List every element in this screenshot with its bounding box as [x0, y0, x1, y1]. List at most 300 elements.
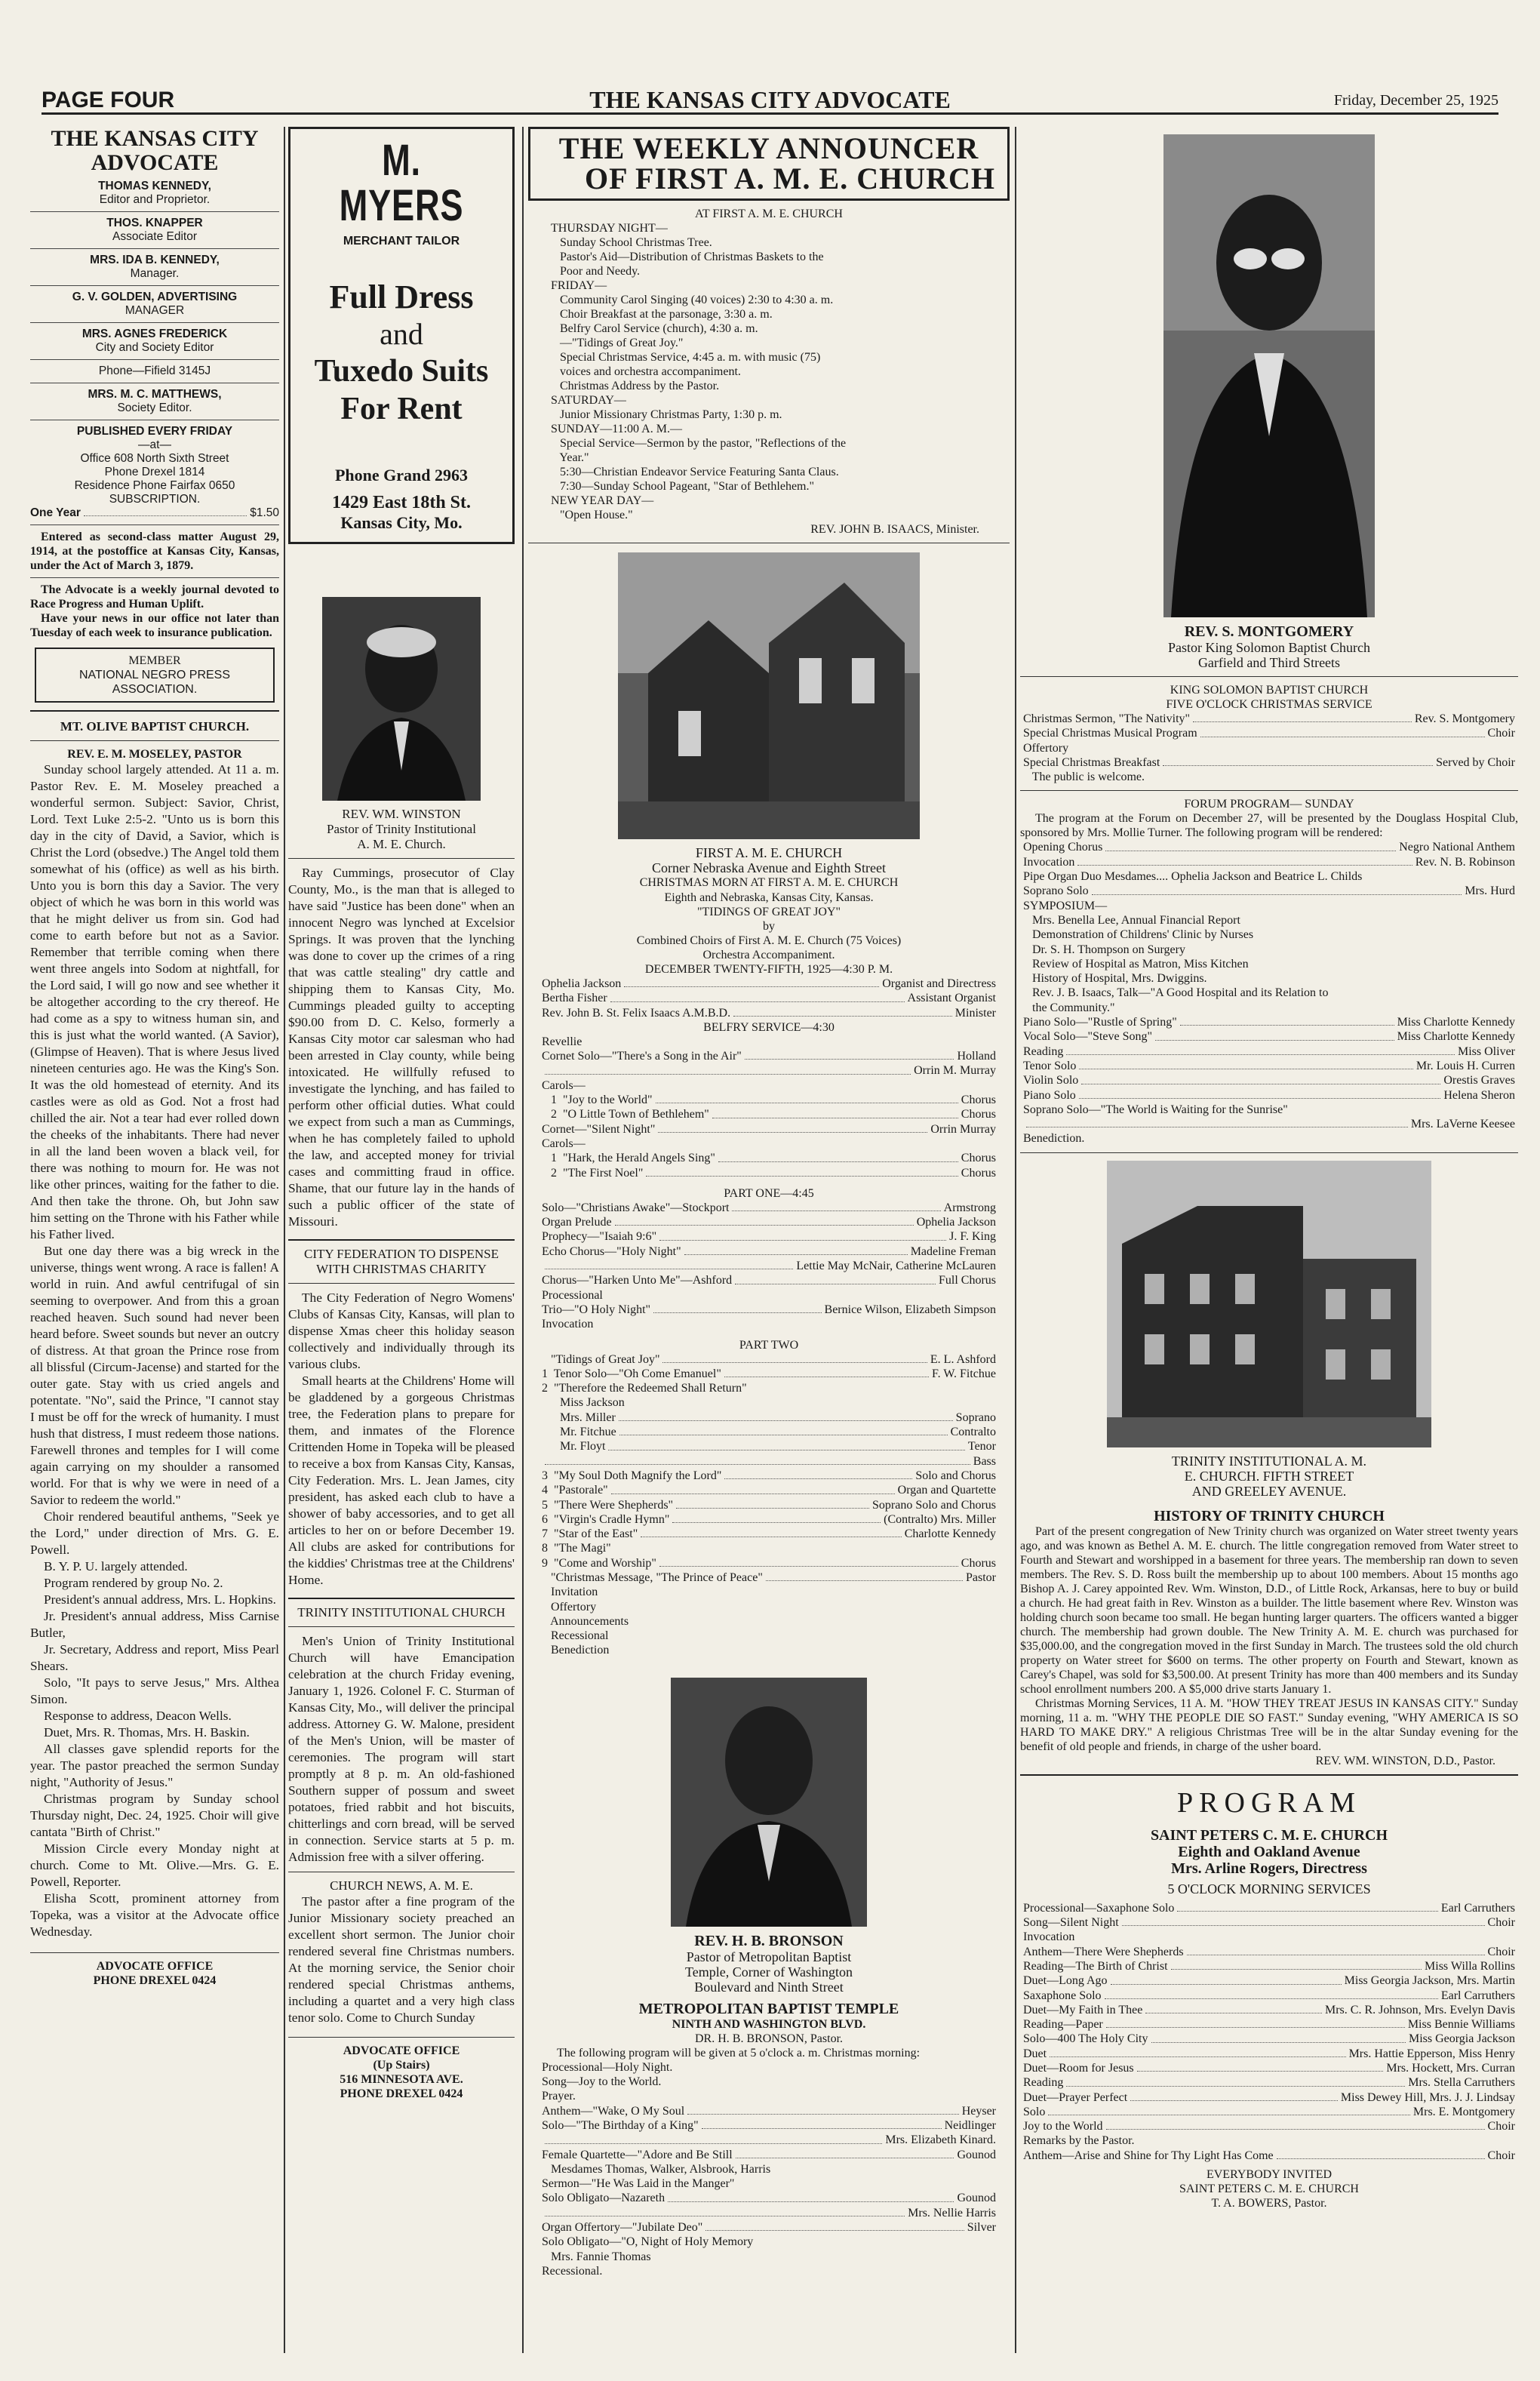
program-row — [542, 1352, 996, 1367]
program-item: Christmas Sermon, "The Nativity" — [1023, 712, 1191, 725]
nnpa-label: NATIONAL NEGRO PRESS ASSOCIATION. — [78, 669, 231, 696]
leader-dots — [668, 2191, 954, 2201]
program-item: Mrs. Benella Lee, Annual Financial Report — [1023, 913, 1240, 927]
program-item: Anthem—There Were Shepherds — [1023, 1945, 1184, 1958]
issue-date: Friday, December 25, 1925 — [1333, 92, 1499, 109]
program-row — [1023, 913, 1515, 927]
program-item: Song—Joy to the World. — [542, 2075, 662, 2089]
leader-dots — [1277, 2149, 1485, 2159]
program-performer: Served by Choir — [1436, 755, 1515, 769]
program-item: Rev. John B. St. Felix Isaacs A.M.B.D. — [542, 1006, 731, 1020]
program-performer: Silver — [967, 2221, 996, 2235]
leader-dots — [766, 1570, 963, 1581]
program-row — [1023, 1930, 1515, 1944]
federation-p2: Small hearts at the Childrens' Home will be gladdened by a gorgeous Christmas tree, the Federation plans to prepare for them, and inmates of the Florence Crittenden Home in Topeka will be pleased to receive a box from Kansas City, Kansas, City Federation. Mrs. L. Jean James, city president, has asked each club to have a shower of baby accessories, and to get all articles to her on or before December 19. All clubs are asked for contributions for the kiddies' Christmas tree at the Childrens' Home. — [288, 1374, 515, 1587]
weekly-notice: The Advocate is a weekly journal devoted to Race Progress and Human Uplift. — [30, 583, 279, 611]
program-performer: Chorus — [961, 1152, 996, 1165]
program-row — [1023, 869, 1515, 884]
program-item: 7 "Star of the East" — [542, 1527, 638, 1541]
montgomery-portrait — [1163, 134, 1375, 617]
program-row — [1023, 2133, 1515, 2148]
program-row — [542, 1556, 996, 1570]
program-item: Dr. S. H. Thompson on Surgery — [1023, 943, 1185, 956]
program-row — [542, 1541, 996, 1555]
program-row — [1023, 855, 1515, 869]
program-row — [542, 2235, 996, 2249]
program-item: Mrs. Fannie Thomas — [542, 2250, 651, 2263]
king-solomon-program — [1020, 712, 1518, 784]
staff-rule — [30, 322, 279, 323]
program-performer: (Contralto) Mrs. Miller — [884, 1512, 996, 1526]
program-row — [542, 1006, 996, 1020]
forum-title: FORUM PROGRAM— SUNDAY — [1184, 798, 1354, 811]
metropolitan-title: METROPOLITAN BAPTIST TEMPLE — [638, 2000, 899, 2017]
leader-dots — [619, 1425, 948, 1435]
program-row — [542, 1469, 996, 1483]
program-item: Organ Prelude — [542, 1216, 612, 1229]
page-header — [41, 85, 1499, 115]
program-performer: Miss Charlotte Kennedy — [1397, 1030, 1515, 1044]
part-two-heading: PART TWO — [739, 1338, 799, 1352]
program-item: 9 "Come and Worship" — [542, 1556, 656, 1570]
schedule-line: Choir Breakfast at the parsonage, 3:30 a. m. — [551, 308, 773, 321]
staff-rule — [30, 359, 279, 360]
program-row — [1023, 1073, 1515, 1087]
staff-role: City and Society Editor — [95, 341, 214, 354]
program-item: Female Quartette—"Adore and Be Still — [542, 2148, 733, 2161]
office-phone: Phone Drexel 1814 — [104, 466, 205, 478]
program-item: Chorus—"Harken Unto Me"—Ashford — [542, 1274, 733, 1287]
leader-dots — [1048, 2105, 1410, 2115]
program-item: Cornet Solo—"There's a Song in the Air" — [542, 1050, 742, 1063]
program-performer: Chorus — [961, 1094, 996, 1107]
staff-name: THOS. KNAPPER — [106, 217, 203, 229]
program-item: Organ Offertory—"Jubilate Deo" — [542, 2221, 703, 2235]
schedule-line: Pastor's Aid—Distribution of Christmas Baskets to the — [551, 251, 824, 263]
program-row — [1023, 1131, 1515, 1146]
program-row — [1023, 1989, 1515, 2003]
program-row — [542, 1049, 996, 1063]
program-row — [1023, 1103, 1515, 1117]
program-performer: Holland — [957, 1050, 996, 1063]
program-row — [542, 1629, 996, 1643]
program-item: Revellie — [542, 1035, 582, 1048]
program-item: Processional—Holy Night. — [542, 2060, 673, 2074]
program-row — [542, 1643, 996, 1657]
article-paragraph: President's annual address, Mrs. L. Hopkins. — [44, 1592, 276, 1607]
program-performer: Helena Sheron — [1443, 1088, 1515, 1102]
program-row — [1023, 1001, 1515, 1015]
trinity-church-photo — [1107, 1161, 1431, 1447]
announcer-schedule — [528, 221, 1010, 522]
program-item: Invocation — [1023, 1930, 1075, 1944]
program-row — [542, 1244, 996, 1259]
leader-dots — [545, 2133, 882, 2143]
schedule-line: Community Carol Singing (40 voices) 2:30 to 4:30 a. m. — [551, 294, 834, 306]
history-services: Christmas Morning Services, 11 A. M. "HOW THEY TREAT JESUS IN KANSAS CITY." Sunday morning, 11 a. m. "WHY THE PEOPLE DIE SO FAST." Sunday evening, "WHY AMERICA IS SO HARD TO MAKE DRY." A religious Christmas Tree will be in the altar Sunday evening for the benefit of old people and friends, in charge of the usher board. — [1020, 1697, 1518, 1753]
leader-dots — [545, 1063, 911, 1074]
announcer-minister: REV. JOHN B. ISAACS, Minister. — [810, 523, 979, 536]
entered-notice: Entered as second-class matter August 29, 1914, at the postoffice at Kansas City, Kansas, under the Act of March 3, 1879. — [30, 531, 279, 572]
program-performer: J. F. King — [949, 1230, 996, 1244]
leader-dots — [611, 1483, 895, 1494]
program-row — [1023, 2017, 1515, 2032]
program-performer: Minister — [954, 1006, 996, 1020]
program-item: Solo—"The Birthday of a King" — [542, 2118, 699, 2132]
winston-portrait — [322, 597, 481, 801]
program-performer: Orestis Graves — [1443, 1074, 1515, 1087]
program-row — [1023, 1088, 1515, 1103]
history-signature: REV. WM. WINSTON, D.D., Pastor. — [1315, 1754, 1495, 1767]
program-item: Duet — [1023, 2047, 1047, 2060]
program-row — [1023, 1901, 1515, 1915]
staff-list — [30, 180, 279, 415]
program-item: Pipe Organ Duo Mesdames.... Ophelia Jackson and Beatrice L. Childs — [1023, 870, 1363, 884]
program-item: Solo — [1023, 2105, 1046, 2118]
program-row — [542, 1259, 996, 1273]
leader-dots — [684, 1244, 908, 1255]
staff-rule — [30, 248, 279, 249]
program-item: Processional—Saxaphone Solo — [1023, 1901, 1175, 1915]
part-two-program — [528, 1352, 1010, 1658]
leader-dots — [641, 1527, 901, 1537]
king-solomon-title: KING SOLOMON BAPTIST CHURCH — [1170, 684, 1369, 697]
leader-dots — [1106, 2119, 1485, 2130]
program-row — [542, 1570, 996, 1585]
program-row — [1023, 840, 1515, 854]
belfry-heading: BELFRY SERVICE—4:30 — [703, 1020, 835, 1034]
published-line: PUBLISHED EVERY FRIDAY — [76, 425, 233, 438]
program-performer: Choir — [1487, 727, 1515, 740]
program-performer: Miss Bennie Williams — [1407, 2018, 1515, 2032]
program-item: Trio—"O Holy Night" — [542, 1303, 651, 1316]
at-line: —at— — [138, 438, 171, 451]
program-row — [542, 1078, 996, 1093]
program-row — [542, 2075, 996, 2089]
program-item: 2 "The First Noel" — [542, 1166, 644, 1180]
program-item: Reading — [1023, 1044, 1064, 1058]
leader-dots — [1105, 1989, 1438, 1999]
winston-caption: REV. WM. WINSTON — [342, 807, 461, 821]
program-row — [542, 1093, 996, 1107]
program-item: Duet—Prayer Perfect — [1023, 2090, 1128, 2104]
staff-name: MRS. AGNES FREDERICK — [81, 328, 228, 340]
staff-role: MANAGER — [124, 304, 185, 317]
program-item: "Christmas Message, "The Prince of Peace" — [542, 1570, 763, 1584]
program-row — [1023, 927, 1515, 942]
program-row — [542, 1215, 996, 1229]
program-performer: Miss Dewey Hill, Mrs. J. J. Lindsay — [1340, 2090, 1515, 2104]
program-row — [542, 1122, 996, 1137]
program-item: Announcements — [542, 1614, 629, 1628]
column-1 — [30, 127, 279, 2361]
program-item: Miss Jackson — [542, 1396, 625, 1410]
program-row — [1023, 1015, 1515, 1029]
program-item: Reading — [1023, 2076, 1064, 2090]
program-row — [1023, 2075, 1515, 2090]
program-item: Invocation — [542, 1318, 594, 1331]
office-ad: ADVOCATE OFFICE — [343, 2044, 460, 2057]
program-row — [542, 1614, 996, 1629]
belfry-program — [528, 1035, 1010, 1180]
saint-peters-title: SAINT PETERS C. M. E. CHURCH — [1150, 1826, 1388, 1844]
program-row — [1023, 2090, 1515, 2105]
article-paragraph: Response to address, Deacon Wells. — [44, 1709, 232, 1723]
announcer-subtitle: AT FIRST A. M. E. CHURCH — [695, 208, 843, 220]
column-2: M. MYERS MERCHANT TAILOR Full Dress and Tuxedo Suits For Rent Phone Grand 2963 1429 East 18th St. Kansas City, Mo. REV. WM. WINSTON Pastor of Trinity Institutional A. M. E. Church. Ray Cummings, prosecutor of Clay County, Mo., is the man that is alleged to have said "Justice has been done" when an innocent Negro was lynched at Excelsior Springs. It was proven that the lynching was done to cover up the crimes of a ring that was cattle stealing" dry cattle and shipping them to Kansas City, Mo. Cummings pleaded guilty to accepting $90.00 from D. C. Kelso, formerly a Kansas City motor car salesman who had been arrested in Clay county, while being intoxicated. He willfully refused to investigate the lynching, and has failed to perform other official duties. What could we expect from such a man as Cummings, when he has completely failed to uphold the law, and accepted money for trivial cases and committing fraud in office. Shame, that our future lay in the hands of such a public officer of the state of Missouri. CITY FEDERATION TO DISPENSE WITH CHRISTMAS CHARITY The City Federation of Negro Womens' Clubs of Kansas City, Kansas, will plan to dispense Xmas cheer this holiday season collectively and individually through its various clubs. Small hearts at the Childrens' Home will be gladdened by a gorgeous Christmas tree, the Federation plans to prepare for them, and inmates of the Florence Crittenden Home in Topeka will be pleased to receive a box from Kansas City, Kansas, City Federation. Mrs. L. Jean James, city president, has asked each club to have a shower of baby accessories, and to get all articles to her on or before December 19. All clubs are asked for contributions for the kiddies' Christmas tree at the Childrens' Home. TRINITY INSTITUTIONAL CHURCH Men's Union of Trinity Institutional Church will have Emancipation celebration at the church Friday evening, January 1, 1926. Colonel F. C. Sturman of Kansas City, Mo., will deliver the principal address. Attorney G. W. Malone, president of the Men's Union, will be master of ceremonies. The program will start promptly at 8 p. m. An old-fashioned Southern supper of possum and sweet potatoes, fried rabbit and hot biscuits, chitterlings and corn bread, will be served in connection. Service starts at 5 p. m. Admission free with a silver offering. CHURCH NEWS, A. M. E. The pastor after a fine program of the Junior Missionary society preached an excellent short sermon. The Junior choir rendered several fine Christmas numbers. At the morning service, the Senior choir rendered special Christmas anthems, including a quartet and a very high class tenor solo. Come to Church Sunday ADVOCATE OFFICE (Up Stairs) 516 MINNESOTA AVE. PHONE DREXEL 0424 — [288, 127, 515, 2361]
bronson-portrait — [671, 1678, 867, 1927]
program-performer: Pastor — [966, 1570, 996, 1584]
schedule-line: 5:30—Christian Endeavor Service Featuring Santa Claus. — [551, 466, 839, 478]
program-row — [542, 1201, 996, 1215]
program-row — [542, 1498, 996, 1512]
leader-dots — [745, 1049, 954, 1060]
schedule-line: Belfry Carol Service (church), 4:30 a. m. — [551, 322, 758, 335]
leader-dots — [1079, 1088, 1441, 1099]
news-notice: Have your news in our office not later than Tuesday of each week to insurance publication. — [30, 612, 279, 639]
program-item: Piano Solo — [1023, 1088, 1076, 1102]
program-item: Mr. Fitchue — [542, 1426, 616, 1439]
program-row — [542, 1512, 996, 1527]
program-row — [1023, 1915, 1515, 1930]
leader-dots — [1163, 755, 1433, 766]
program-row — [1023, 986, 1515, 1000]
article-paragraph: Jr. President's annual address, Miss Carnise Butler, — [30, 1609, 279, 1640]
column-3: THE WEEKLY ANNOUNCER OF FIRST A. M. E. CHURCH AT FIRST A. M. E. CHURCH THURSDAY NIGHT— Sunday School Christmas Tree. Pastor's Aid—Distribution of Christmas Baskets to the Poor and Needy. FRIDAY— Community Carol Singing (40 voices) 2:30 to 4:30 a. m. Choir Breakfast at the parsonage, 3:30 a. m. Belfry Carol Service (church), 4:30 a. m. —"Tidings of Great Joy." Special Christmas Service, 4:45 a. m. with music (75) voices and orchestra accompaniment. Christmas Address by the Pastor. SATURDAY— Junior Missionary Christmas Party, 1:30 p. m. SUNDAY—11:00 A. M.— Special Service—Sermon by the pastor, "Reflections of the Year." 5:30—Christian Endeavor Service Featuring Santa Claus. 7:30—Sunday School Pageant, "Star of Bethlehem." NEW YEAR DAY— "Open House." REV. JOHN B. ISAACS, Minister. FIRST A. M. E. CHURCH Corner Nebraska Avenue and Eighth Street CHRISTMAS MORN AT FIRST A. M. E. CHURCH Eighth and Nebraska, Kansas City, Kansas. "TIDINGS OF GREAT JOY" by Combined Choirs of First A. M. E. Church (75 Voices) Orchestra Accompaniment. DECEMBER TWENTY-FIFTH, 1925—4:30 P. M. Ophelia Jackson Organist and Directress Bertha Fisher Assistant Organist Rev. John B. St. Felix Isaacs A.M.B.D. Minister BELFRY SERVICE—4:30 Revellie Cornet Solo—"There's a Song in the Air" Holland Orrin M. Murray Carols— 1 "Joy to the World" Chorus 2 "O Little Town of Bethlehem" Chorus Cornet—"Silent Night" Orrin Murray Carols— 1 "Hark, the Herald Angels Sing" Chorus 2 "The First Noel" Chorus PART ONE—4:45 Solo—"Christians Awake"—Stockport Armstrong Organ Prelude Ophelia Jackson Prophecy—"Isaiah 9:6" J. F. King Echo Chorus—"Holy Night" Madeline Freman Lettie May McNair, Catherine McLauren Chorus—"Harken Unto Me"—Ashford Full Chorus Processional Trio—"O Holy Night" Bernice Wilson, Elizabeth Simpson Invocation PART TWO "Tidings of Great Joy" E. L. Ashford 1 Tenor Solo—"Oh Come Emanuel" F. W. Fitchue 2 "Therefore the Redeemed Shall Return" Miss Jackson Mrs. Miller Soprano Mr. Fitchue Contralto Mr. Floyt Tenor Bass 3 "My Soul Doth Magnify the Lord" Solo and Chorus 4 "Pastorale" Organ and Quartette 5 "There Were Shepherds" Soprano Solo and Chorus 6 "Virgin's Cradle Hymn" (Contralto) Mrs. Miller 7 "Star of the East" Charlotte Kennedy 8 "The Magi" 9 "Come and Worship" Chorus "Christmas Message, "The Prince of Peace" Pastor Invitation Offertory Announcements Recessional Benediction REV. H. B. BRONSON Pastor of Metropolitan Baptist Temple, Corner of Washington Boulevard and Ninth Street METROPOLITAN BAPTIST TEMPLE NINTH AND WASHINGTON BLVD. DR. H. B. BRONSON, Pastor. The following program will be given at 5 o'clock a. m. Christmas morning: Processional—Holy Night. Song—Joy to the World. Prayer. Anthem—"Wake, O My Soul Heyser Solo—"The Birthday of a King" Neidlinger Mrs. Elizabeth Kinard. Female Quartette—"Adore and Be Still Gounod Mesdames Thomas, Walker, Alsbrook, Harris Sermon—"He Was Laid in the Manger" Solo Obligato—Nazareth Gounod Mrs. Nellie Harris Organ Offertory—"Jubilate Deo" Silver Solo Obligato—"O, Night of Holy Memory Mrs. Fannie Thomas Recessional. — [528, 127, 1010, 2361]
staff-rule — [30, 285, 279, 286]
article-paragraph: B. Y. P. U. largely attended. — [44, 1559, 188, 1573]
column-rule — [284, 127, 285, 2353]
leader-dots — [1079, 1059, 1412, 1069]
program-item: History of Hospital, Mrs. Dwiggins. — [1023, 972, 1207, 986]
program-row — [1023, 1029, 1515, 1044]
program-performer: Miss Georgia Jackson — [1408, 2032, 1515, 2046]
metropolitan-program — [528, 2060, 1010, 2278]
leader-dots — [724, 1469, 912, 1479]
program-performer: Miss Charlotte Kennedy — [1397, 1016, 1515, 1029]
program-row — [542, 1288, 996, 1303]
program-row — [1023, 2061, 1515, 2075]
schedule-line: Special Christmas Service, 4:45 a. m. with music (75) — [551, 351, 821, 364]
program-performer: Organist and Directress — [882, 977, 996, 990]
program-performer: Gounod — [957, 2148, 996, 2161]
program-row — [542, 2060, 996, 2075]
program-item: Solo—"Christians Awake"—Stockport — [542, 1201, 730, 1214]
program-item: Duet—My Faith in Thee — [1023, 2003, 1143, 2016]
program-item: Offertory — [542, 1600, 597, 1613]
program-performer: Mrs. LaVerne Keesee — [1410, 1118, 1515, 1131]
program-performer: Choir — [1487, 1916, 1515, 1930]
program-row — [1023, 2003, 1515, 2017]
article-paragraph: Program rendered by group No. 2. — [44, 1576, 223, 1590]
staff-name: THOMAS KENNEDY, — [98, 180, 211, 192]
leader-dots — [653, 1303, 821, 1313]
program-row — [542, 1425, 996, 1439]
program-item: Solo Obligato—"O, Night of Holy Memory — [542, 2235, 754, 2249]
program-row — [542, 1137, 996, 1151]
leader-dots — [1066, 2075, 1405, 2086]
subscription-label: SUBSCRIPTION. — [109, 493, 201, 506]
program-row — [542, 1151, 996, 1165]
leader-dots — [1122, 1915, 1485, 1926]
program-item: Violin Solo — [1023, 1074, 1079, 1087]
leader-dots — [733, 1006, 952, 1017]
program-row — [1023, 2032, 1515, 2046]
schedule-line: Special Service—Sermon by the pastor, "Reflections of the — [551, 437, 847, 450]
leader-dots — [624, 977, 879, 987]
leader-dots — [1155, 1029, 1394, 1040]
program-item: 4 "Pastorale" — [542, 1484, 608, 1497]
program-title: PROGRAM — [1177, 1786, 1361, 1819]
leader-dots — [1193, 712, 1412, 722]
column-rule — [1015, 127, 1016, 2353]
program-performer: Mrs. Elizabeth Kinard. — [885, 2133, 996, 2147]
program-row — [1023, 2119, 1515, 2133]
program-row — [542, 977, 996, 991]
federation-title: CITY FEDERATION TO DISPENSE WITH CHRISTMAS CHARITY — [303, 1247, 499, 1276]
program-row — [1023, 1059, 1515, 1073]
subscription-row: One Year $1.50 — [30, 506, 279, 519]
staff-role: Manager. — [130, 267, 180, 280]
leader-dots — [1026, 1117, 1408, 1127]
program-performer: Negro National Anthem — [1399, 841, 1515, 854]
program-performer: Miss Oliver — [1458, 1044, 1515, 1058]
program-item: Offertory — [1023, 741, 1069, 755]
program-row — [1023, 1117, 1515, 1131]
program-performer: Mrs. E. Montgomery — [1412, 2105, 1515, 2118]
schedule-line: SATURDAY— — [551, 394, 626, 407]
program-performer: Orrin Murray — [930, 1122, 996, 1136]
church-news-title: CHURCH NEWS, A. M. E. — [330, 1878, 473, 1893]
program-row — [542, 1600, 996, 1614]
schedule-line: —"Tidings of Great Joy." — [551, 337, 684, 349]
leader-dots — [702, 2118, 942, 2129]
program-row — [1023, 1973, 1515, 1988]
program-performer: Lettie May McNair, Catherine McLauren — [796, 1260, 996, 1273]
program-item: 5 "There Were Shepherds" — [542, 1498, 674, 1512]
program-performer: Mrs. Hurd — [1465, 884, 1515, 898]
federation-p1: The City Federation of Negro Womens' Clubs of Kansas City, Kansas, will plan to dispense Xmas cheer this holiday season collectively and individually through its various clubs. — [288, 1290, 515, 1371]
program-item: 1 Tenor Solo—"Oh Come Emanuel" — [542, 1367, 721, 1380]
leader-dots — [658, 1122, 927, 1133]
trinity-church-title: TRINITY INSTITUTIONAL CHURCH — [297, 1605, 506, 1620]
program-row — [542, 1317, 996, 1331]
program-item: Opening Chorus — [1023, 841, 1103, 854]
leader-dots — [610, 991, 905, 1001]
schedule-line: FRIDAY— — [551, 279, 607, 292]
schedule-line: Junior Missionary Christmas Party, 1:30 p. m. — [551, 408, 782, 421]
program-performer: Mrs. Nellie Harris — [908, 2206, 996, 2219]
program-performer: Earl Carruthers — [1440, 1901, 1515, 1915]
program-item: Solo Obligato—Nazareth — [542, 2192, 665, 2205]
program-item: 1 "Hark, the Herald Angels Sing" — [542, 1152, 715, 1165]
program-item: Tenor Solo — [1023, 1059, 1077, 1072]
history-title: HISTORY OF TRINITY CHURCH — [1154, 1507, 1385, 1524]
leader-dots — [659, 1229, 946, 1240]
trinity-photo-caption: TRINITY INSTITUTIONAL A. M. — [1171, 1453, 1367, 1469]
program-performer: Mr. Louis H. Curren — [1416, 1059, 1515, 1072]
program-row — [542, 2133, 996, 2147]
program-item: Prophecy—"Isaiah 9:6" — [542, 1230, 657, 1244]
bronson-caption: REV. H. B. BRONSON — [694, 1932, 844, 1949]
article-paragraph: Duet, Mrs. R. Thomas, Mrs. H. Baskin. — [44, 1725, 250, 1740]
program-item: Joy to the World — [1023, 2120, 1103, 2133]
schedule-line: Christmas Address by the Pastor. — [551, 380, 720, 392]
program-row — [1023, 712, 1515, 726]
program-row — [542, 1367, 996, 1381]
program-row — [542, 1229, 996, 1244]
article-paragraph: Elisha Scott, prominent attorney from Topeka, was a visitor at the Advocate office Wednesday. — [30, 1891, 279, 1939]
article-paragraph: Choir rendered beautiful anthems, "Seek ye the Lord," under direction of Mrs. G. E. Powell. — [30, 1509, 279, 1557]
advocate-office-phone: PHONE DREXEL 0424 — [93, 1974, 217, 1987]
program-performer: F. W. Fitchue — [932, 1367, 996, 1380]
program-row — [1023, 1959, 1515, 1973]
program-row — [1023, 1945, 1515, 1959]
program-performer: Soprano Solo and Chorus — [872, 1498, 996, 1512]
program-item: Mr. Floyt — [542, 1440, 606, 1454]
article-paragraph: Sunday school largely attended. At 11 a. m. Pastor Rev. E. M. Moseley preached a wonderful sermon. Subject: Savior, Christ, Lord. Text Luke 2:5-2. "Unto us is born this day in the city of David, a Savior, which is Christ the Lord (obsedve.) The Angel told them somewhat of his (office) as well as his birth. Unto you is born this day a Savior. The very object of which he was born in this world was that he might deliver us from sin. God had come to earth before but not as a Savior. Remember that terrible coming when there went three angels into Sodom at nightfall, for the Lord said, I will go now and see whether it be altogether according to the cry thereof. He had come as a spy to witness human sin, and this is just what the world wanted. (A Savior), (Glimpse of Heaven). That is where Jesus lived nineteen centuries ago. He was the King's Son. It was the old homestead of eternity. And its castles were as old as God. Not a frost had chilled the air. Not a tear had ever rolled down the cheeks of the inhabitants. There had never in all the land been woven a black veil, for there was nothing to mourn for. He was not like other princes, waiting for the father to die. And then take the throne. Oh, but John saw him setting on the Throne with his Father while his Father lived. — [30, 762, 279, 1241]
program-row — [542, 1303, 996, 1317]
history-article: Part of the present congregation of New Trinity church was organized on Water street twenty years ago, and was known as Bethel A. M. E. church. The little congregation removed from Water street to Fourth and Stewart and worshipped in a basement for three years. The membership ran down to seven members. The Rev. S. D. Ross built the membership up to about 100 members. About 15 months ago Bishop A. J. Carey appointed Rev. Wm. Winston, D.D., of Little Rock, Arkansas, here to buy or build a church. He had great faith in Rev. Winston as a builder. The little basement where Rev. Winston was holding church soon became too small. He began hunting larger quarters. The officers wanted a bigger church. The membership had grown double. The New Trinity A. M. E. church was purchased for $35,000.00, and the congregation moved in the first Sunday in March. The trustees sold the old church property on Water street for $600 on terms. The other property on Fourth and Stewart, known as Carey's Chapel, was sold for $3,500.00. At present Trinity has more than 400 members and its Sunday school enrollment numbers 200. A $5,000 drive starts January 1. — [1020, 1524, 1518, 1696]
program-row — [542, 2206, 996, 2220]
leader-dots — [662, 1352, 927, 1363]
program-row — [1023, 1044, 1515, 1059]
page-number: PAGE FOUR — [41, 88, 175, 112]
program-row — [1023, 726, 1515, 740]
part-one-program — [528, 1201, 1010, 1332]
leader-dots — [1180, 1015, 1394, 1026]
program-row — [542, 1454, 996, 1469]
program-performer: Chorus — [961, 1556, 996, 1570]
first-ame-staff — [528, 977, 1010, 1020]
program-item: Mrs. Miller — [542, 1410, 616, 1424]
first-ame-church-photo — [618, 552, 920, 839]
leader-dots — [1105, 840, 1396, 851]
masthead — [30, 127, 279, 703]
leader-dots — [676, 1498, 869, 1509]
program-row — [542, 1035, 996, 1049]
program-item: Processional — [542, 1288, 603, 1302]
schedule-line: Year." — [551, 451, 589, 464]
program-performer: Bernice Wilson, Elizabeth Simpson — [824, 1303, 996, 1316]
program-performer: Miss Willa Rollins — [1425, 1959, 1515, 1973]
article-paragraph: Solo, "It pays to serve Jesus," Mrs. Althea Simon. — [30, 1675, 279, 1706]
program-item: Benediction — [542, 1644, 610, 1657]
program-row — [542, 2104, 996, 2118]
program-row — [1023, 2105, 1515, 2119]
staff-role: Editor and Proprietor. — [99, 193, 211, 206]
program-item: Special Christmas Musical Program — [1023, 727, 1197, 740]
newspaper-name: THE KANSAS CITY ADVOCATE — [589, 86, 951, 113]
program-item: Anthem—"Wake, O My Soul — [542, 2104, 685, 2118]
program-row — [542, 2176, 996, 2191]
schedule-line: Sunday School Christmas Tree. — [551, 236, 712, 249]
program-item: 1 "Joy to the World" — [542, 1094, 653, 1107]
program-row — [542, 2191, 996, 2205]
program-performer: Contralto — [950, 1426, 996, 1439]
program-performer: Solo and Chorus — [915, 1469, 996, 1482]
leader-dots — [672, 1512, 881, 1523]
program-performer: E. L. Ashford — [930, 1352, 996, 1366]
program-item: Solo—400 The Holy City — [1023, 2032, 1148, 2046]
program-item: Invitation — [542, 1586, 598, 1599]
leader-dots — [545, 1454, 970, 1465]
article-paragraph: All classes gave splendid reports for the year. The pastor preached the sermon Sunday night, "Authority of Jesus." — [30, 1742, 279, 1789]
column-4: REV. S. MONTGOMERY Pastor King Solomon Baptist Church Garfield and Third Streets KING SOLOMON BAPTIST CHURCH FIVE O'CLOCK CHRISTMAS SERVICE Christmas Sermon, "The Nativity" Rev. S. Montgomery Special Christmas Musical Program Choir Offertory Special Christmas Breakfast Served by Choir The public is welcome. FORUM PROGRAM— SUNDAY The program at the Forum on December 27, will be presented by the Douglass Hospital Club, sponsored by Mrs. Mollie Turner. The following program will be rendered: Opening Chorus Negro National Anthem Invocation Rev. N. B. Robinson Pipe Organ Duo Mesdames.... Ophelia Jackson and Beatrice L. Childs Soprano Solo Mrs. Hurd SYMPOSIUM— Mrs. Benella Lee, Annual Financial Report Demonstration of Childrens' Clinic by Nurses Dr. S. H. Thompson on Surgery Review of Hospital as Matron, Miss Kitchen History of Hospital, Mrs. Dwiggins. Rev. J. B. Isaacs, Talk—"A Good Hospital and its Relation to the Community." Piano Solo—"Rustle of Spring" Miss Charlotte Kennedy Vocal Solo—"Steve Song" Miss Charlotte Kennedy Reading Miss Oliver Tenor Solo Mr. Louis H. Curren Violin Solo Orestis Graves Piano Solo Helena Sheron Soprano Solo—"The World is Waiting for the Sunrise" Mrs. LaVerne Keesee Benediction. TRINITY INSTITUTIONAL A. M. E. CHURCH. FIFTH STREET AND GREELEY AVENUE. HISTORY OF TRINITY CHURCH Part of the present congregation of New Trinity church was organized on Water street twenty years ago, and was known as Bethel A. M. E. church. The little congregation removed from Water street to Fourth and Stewart and worshipped in a basement for three years. The membership ran down to seven members. The Rev. S. D. Ross built the membership up to about 100 members. About 15 months ago Bishop A. J. Carey appointed Rev. Wm. Winston, D.D., of Little Rock, Arkansas, here to buy or build a church. He had great faith in Rev. Winston as a builder. The little basement where Rev. Winston was holding church soon became too small. He began hunting larger quarters. The officers wanted a bigger church. The membership had grown double. The New Trinity A. M. E. church was purchased for $35,000.00, and the congregation moved in the first Sunday in March. The trustees sold the old church property on Water street for $600 on terms. The other property on Fourth and Stewart, known as Carey's Chapel, was sold for $3,500.00. At present Trinity has more than 400 members and its Sunday school enrollment numbers 200. A $5,000 drive starts January 1. Christmas Morning Services, 11 A. M. "HOW THEY TREAT JESUS IN KANSAS CITY." Sunday morning, 11 a. m. "WHY THE PEOPLE DIE SO FAST." Sunday evening, "WHY AMERICA IS SO HARD TO MAKE DRY." A religious Christmas Tree will be in the altar Sunday evening for the benefit of old people and friends, in charge of the usher board. REV. WM. WINSTON, D.D., Pastor. PROGRAM SAINT PETERS C. M. E. CHURCH Eighth and Oakland Avenue Mrs. Arline Rogers, Directress 5 O'CLOCK MORNING SERVICES Processional—Saxaphone Solo Earl Carruthers Song—Silent Night Choir Invocation Anthem—There Were Shepherds Choir Reading—The Birth of Christ Miss Willa Rollins Duet—Long Ago Miss Georgia Jackson, Mrs. Martin Saxaphone Solo Earl Carruthers Duet—My Faith in Thee Mrs. C. R. Johnson, Mrs. Evelyn Davis Reading—Paper Miss Bennie Williams Solo—400 The Holy City Miss Georgia Jackson Duet Mrs. Hattie Epperson, Miss Henry Duet—Room for Jesus Mrs. Hockett, Mrs. Curran Reading Mrs. Stella Carruthers Duet—Prayer Perfect Miss Dewey Hill, Mrs. J. J. Lindsay Solo Mrs. E. Montgomery Joy to the World Choir Remarks by the Pastor. Anthem—Arise and Shine for Thy Light Has Come Choir EVERYBODY INVITED SAINT PETERS C. M. E. CHURCH T. A. BOWERS, Pastor. — [1020, 127, 1518, 2361]
leader-dots — [656, 1093, 958, 1103]
article-paragraph: Mission Circle every Monday night at church. Come to Mt. Olive.—Mrs. G. E. Powell, Reporter. — [30, 1841, 279, 1889]
announcer-box: THE WEEKLY ANNOUNCER OF FIRST A. M. E. CHURCH — [528, 127, 1010, 201]
